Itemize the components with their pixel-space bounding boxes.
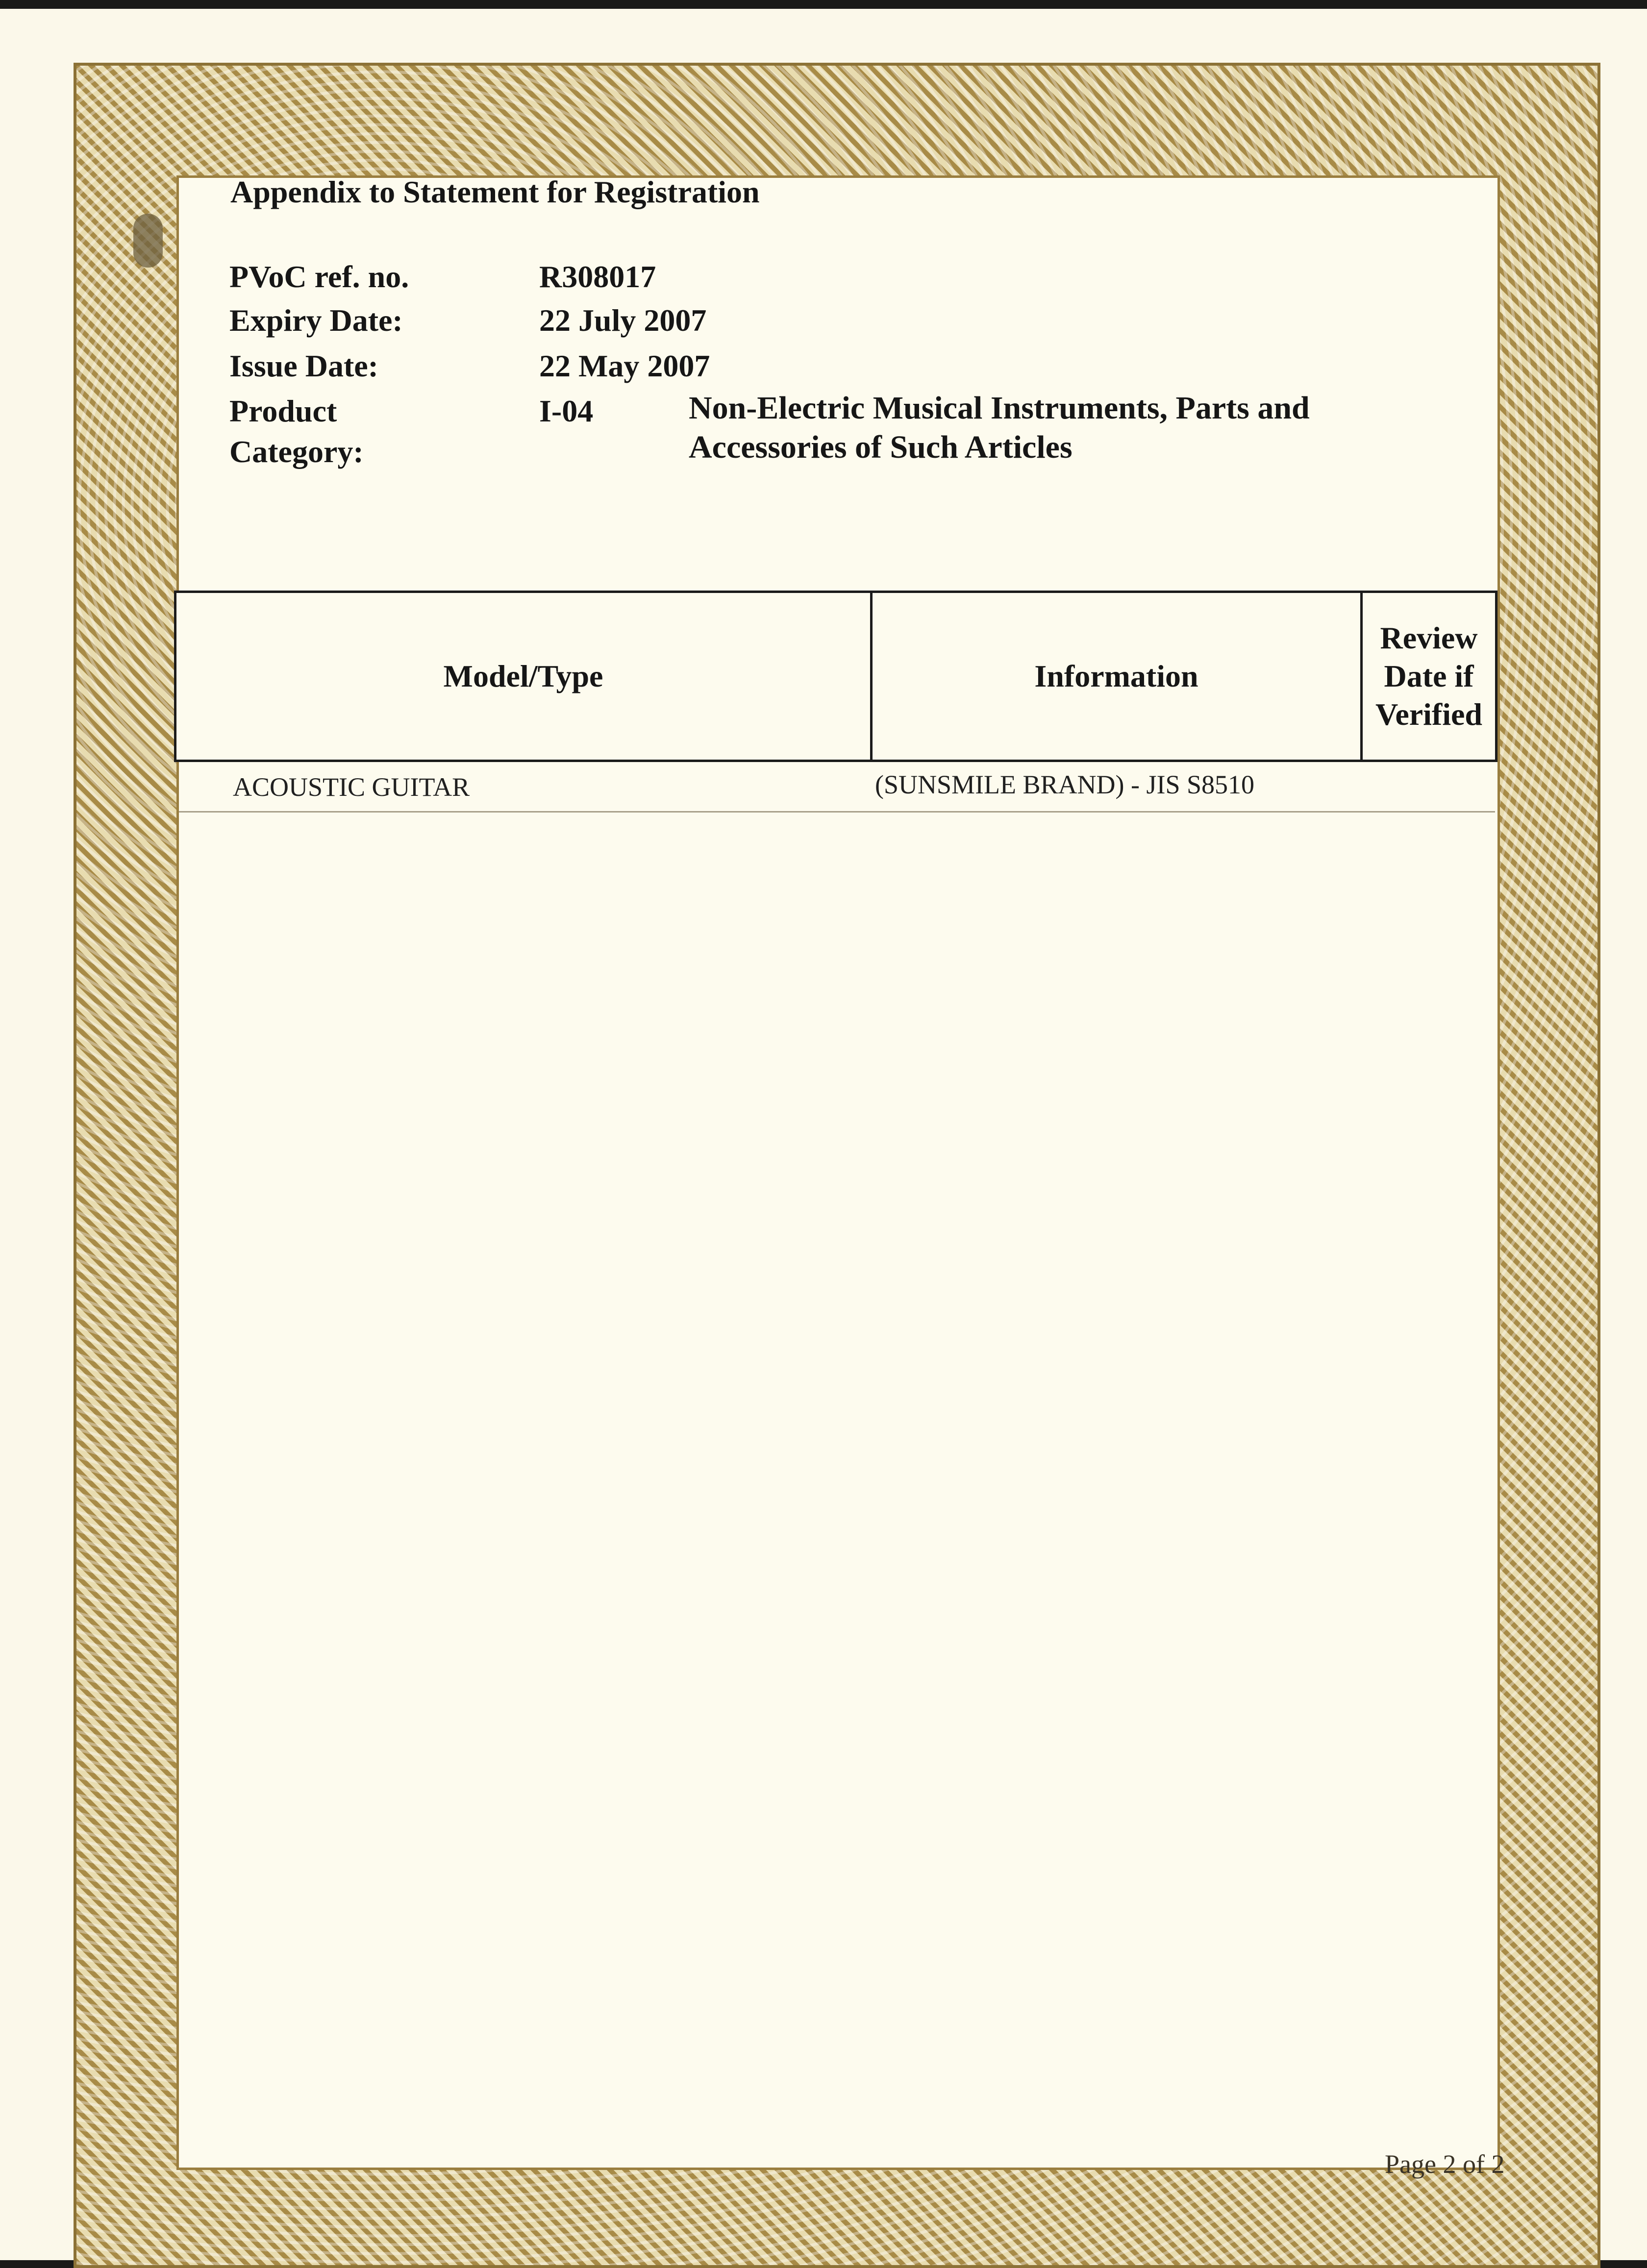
expiry-date-value: 22 July 2007 [539,303,707,338]
model-table-header [174,591,1497,762]
header-review-line2: Date if [1384,659,1474,693]
issue-date-label: Issue Date: [229,348,378,383]
header-review-date [1362,592,1497,761]
row-divider [179,811,1495,813]
page-number: Page 2 of 2 [1385,2149,1505,2179]
row-model: ACOUSTIC GUITAR [233,772,470,802]
header-model-type: Model/Type [175,592,872,761]
product-category-desc-line1: Non-Electric Musical Instruments, Parts and [689,390,1310,426]
product-category-label-line1: Product [229,394,337,428]
product-category-label-line2: Category: [229,434,364,469]
document-page [0,9,1647,2260]
issue-date-value: 22 May 2007 [539,348,710,383]
row-information: (SUNSMILE BRAND) - JIS S8510 [875,770,1255,799]
header-review-line3: Verified [1375,697,1483,732]
product-category-desc-line2: Accessories of Such Articles [689,429,1073,465]
pvoc-ref-value: R308017 [539,259,656,294]
document-title: Appendix to Statement for Registration [230,174,760,209]
product-category-code: I-04 [539,394,594,428]
pvoc-ref-label: PVoC ref. no. [229,259,409,294]
expiry-date-label: Expiry Date: [229,303,403,338]
header-information: Information [872,592,1362,761]
scan-mark [133,214,163,268]
content-panel [176,175,1500,2170]
header-review-line1: Review [1380,620,1478,655]
